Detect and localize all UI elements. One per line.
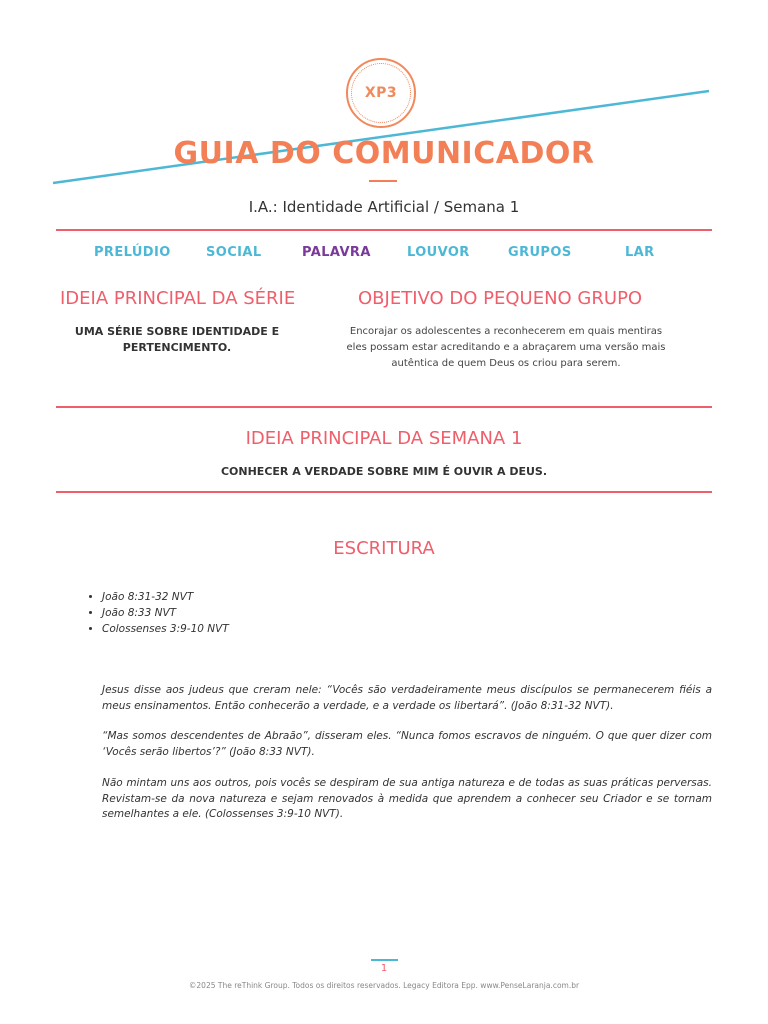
week-idea-text: CONHECER A VERDADE SOBRE MIM É OUVIR A DEUS. [220,465,548,478]
scripture-paragraph-3: Não mintam uns aos outros, pois vocês se despiram de sua antiga natureza e de todas as suas práticas perversas. Revistam-se da nova natureza e sejam renovados à medida que aprendem a conhecer seu Criador e se tornam semelhantes a ele. (Colossenses 3:9-10 NVT). [102,777,712,820]
nav-item-palavra[interactable]: PALAVRA [302,245,371,260]
footer-copyright: ©2025 The reThink Group. Todos os direitos reservados. Legacy Editora Epp. www.PenseLaranja.com.br [188,981,580,990]
series-idea-line-1: UMA SÉRIE SOBRE IDENTIDADE E [74,325,280,338]
week-idea-heading: IDEIA PRINCIPAL DA SEMANA 1 [245,428,523,449]
xp3-logo-text: XP3 [351,63,411,123]
page-number-line [371,959,398,961]
nav-item-grupos[interactable]: GRUPOS [508,245,572,260]
page-subtitle: I.A.: Identidade Artificial / Semana 1 [248,198,520,216]
group-objective-text [330,324,682,372]
group-objective-line-1: Encorajar os adolescentes a reconhecerem em quais mentiras [349,326,663,337]
divider-week [56,491,712,493]
series-idea-heading: IDEIA PRINCIPAL DA SÉRIE [60,288,296,309]
scripture-reference-list [80,589,229,637]
series-idea-line-2: PERTENCIMENTO. [122,341,232,354]
nav-item-preludio[interactable]: PRELÚDIO [94,245,171,260]
scripture-reference: • Colossenses 3:9-10 NVT [102,621,229,637]
xp3-logo [346,58,416,128]
scripture-paragraph-2: “Mas somos descendentes de Abraão”, disseram eles. “Nunca fomos escravos de ninguém. O que quer dizer com ‘Vocês serão libertos’?” (João 8:33 NVT). [102,730,712,758]
nav-item-louvor[interactable]: LOUVOR [407,245,470,260]
scripture-paragraph-1: Jesus disse aos judeus que creram nele: “Vocês são verdadeiramente meus discípulos se permanecerem fiéis a meus ensinamentos. Então conhecerão a verdade, e a verdade os libertará”. (João 8:31-32 NVT). [102,684,712,712]
title-underline [369,180,397,182]
page-number: 1 [380,963,388,974]
series-idea-text [60,324,294,356]
divider-top [56,229,712,231]
scripture-reference: • João 8:31-32 NVT [102,589,229,605]
nav-item-social[interactable]: SOCIAL [206,245,262,260]
scripture-reference: • João 8:33 NVT [102,605,229,621]
page-title: GUIA DO COMUNICADOR [173,136,595,171]
divider-middle [56,406,712,408]
group-objective-line-3: autêntica de quem Deus os criou para serem. [391,358,621,369]
group-objective-line-2: eles possam estar acreditando e a abraçarem uma versão mais [346,342,666,353]
scripture-heading: ESCRITURA [333,538,435,559]
nav-item-lar[interactable]: LAR [625,245,655,260]
group-objective-heading: OBJETIVO DO PEQUENO GRUPO [358,288,643,309]
